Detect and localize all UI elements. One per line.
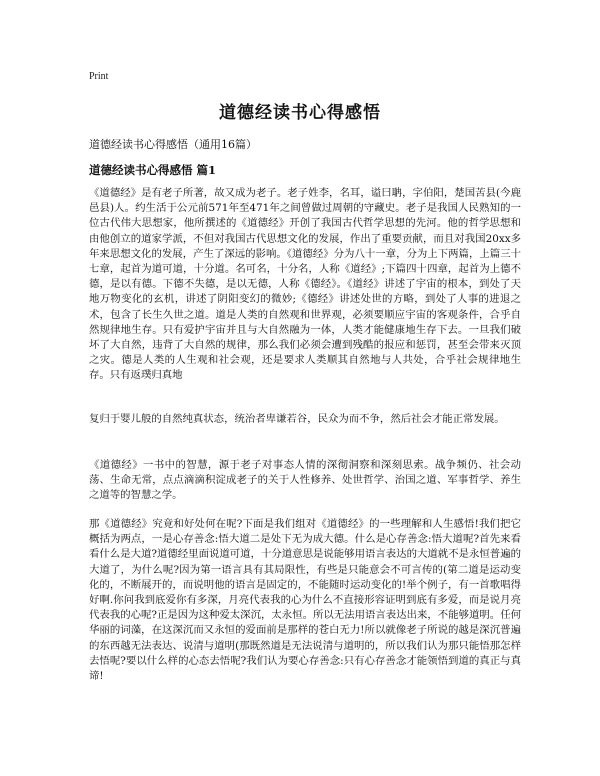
page-title: 道德经读书心得感悟 — [219, 103, 381, 123]
print-label: Print — [89, 71, 109, 82]
body-paragraph: 复归于婴儿般的自然纯真状态，统治者卑谦若谷，民众为而不争，然后社会才能正常发展。 — [89, 413, 505, 425]
section-heading: 道德经读书心得感悟 篇1 — [89, 163, 217, 177]
body-paragraph: 那《道德经》究竟和好处何在呢?下面是我们组对《道德经》的一些理解和人生感悟!我们把它概括为两点，一是心存善念:悟大道二是处下无为成大德。什么是心存善念:悟大道呢?首先来看看什么是大道?道德经里面说道可道，十分道意思是说能够用语言表达的大道就不是永恒普遍的大道了，为什么呢?因为第一语言具有其局限性，有些是只能意会不可言传的(第二道是运动变化的，不断展开的，而说明他的语言是固定的，不能随时运动变化的!举个例子，有一首歌唱得好啊.你问我到底爱你有多深，月亮代表我的心为什么不直接形容证明到底有多爱，而是说月亮代表我的心呢?正是因为这种爱太深沉，太永恒。所以无法用语言表达出来，不能够道明。任何华丽的词藻，在这深沉而又永恒的爱面前是那样的苍白无力!所以就像老子所说的越是深沉普遍的东西越无法表达、说清与道明(那既然道是无法说清与道明的，所以我们认为那只能悟那怎样去悟呢?要以什么样的心态去悟呢?我们认为要心存善念:只有心存善念才能领悟到道的真正与真谛! — [89, 518, 521, 683]
body-paragraph: 《道德经》是有老子所著，故又成为老子。老子姓李，名耳，谥曰聃，字伯阳，楚国苦县(今鹿邑县)人。约生活于公元前571年至471年之间曾做过周朝的守藏史。老子是我国人民熟知的一位古代伟大思想家，他所撰述的《道德经》开创了我国古代哲学思想的先河。他的哲学思想和由他创立的道家学派，不但对我国古代思想文化的发展，作出了重要贡献，而且对我国20xx多年来思想文化的发展，产生了深远的影响。《道德经》分为八十一章，分为上下两篇，上篇三十七章，起首为道可道，十分道。名可名，十分名，人称《道经》;下篇四十四章，起首为上德不德，是以有德。下德不失德，是以无德，人称《德经》。《道经》讲述了宇宙的根本，到处了天地万物变化的玄机，讲述了阴阳变幻的微妙;《德经》讲述处世的方略，到处了人事的进退之术，包含了长生久世之道。道是人类的自然观和世界观，必须要顺应宇宙的客观条件，合乎自然规律地生存。只有爱护宇宙并且与大自然融为一体，人类才能健康地生存下去。一旦我们破坏了大自然，违背了大自然的规律，那么我们必须会遭到残酷的报应和惩罚，甚至会带来灭顶之灾。德是人类的人生观和社会观，还是要求人类顺其自然地与人共处，合乎社会规律地生存。只有返璞归真地 — [89, 187, 521, 382]
document-subtitle: 道德经读书心得感悟（通用16篇） — [89, 138, 257, 151]
body-paragraph: 《道德经》一书中的智慧，源于老子对事态人情的深彻洞察和深刻思索。战争频仍、社会动荡、生命无常，点点滴滴积淀成老子的关于人性修养、处世哲学、治国之道、军事哲学、养生之道等的智慧之学。 — [89, 459, 521, 502]
